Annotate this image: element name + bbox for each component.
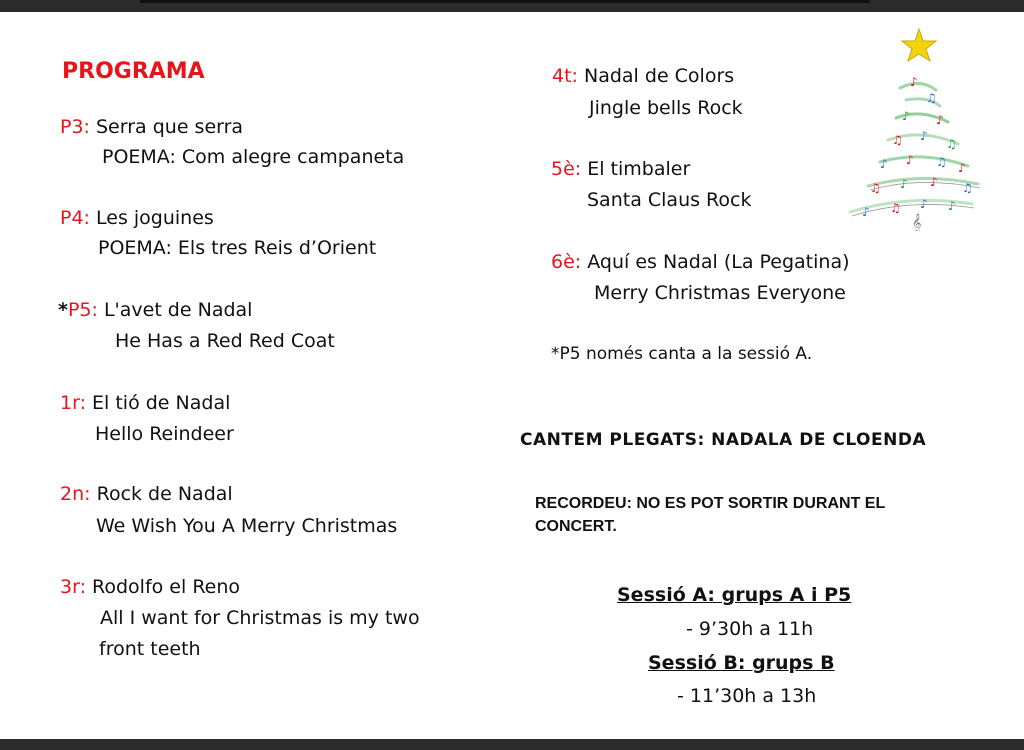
list-item	[552, 65, 734, 87]
list-item	[60, 392, 230, 414]
svg-text:♫: ♫	[946, 137, 957, 151]
svg-text:♪: ♪	[910, 75, 918, 89]
svg-text:♪: ♪	[902, 109, 910, 123]
grade-label: 4t:	[552, 65, 578, 87]
song-subtitle: Merry Christmas Everyone	[594, 282, 846, 304]
grade-label: P3:	[60, 116, 90, 138]
svg-text:♫: ♫	[926, 91, 937, 105]
svg-text:♪: ♪	[862, 205, 870, 219]
list-item	[60, 116, 243, 138]
song-title: Nadal de Colors	[584, 65, 735, 87]
svg-text:♪: ♪	[906, 153, 914, 167]
song-title: L'avet de Nadal	[103, 299, 253, 321]
svg-text:♪: ♪	[920, 197, 928, 211]
song-subtitle: POEMA: Els tres Reis d’Orient	[98, 237, 377, 259]
svg-text:♪: ♪	[936, 113, 944, 127]
song-subtitle: Santa Claus Rock	[587, 189, 752, 211]
svg-text:♫: ♫	[962, 181, 973, 195]
song-title: Aquí es Nadal (La Pegatina)	[587, 251, 850, 273]
grade-label: 2n:	[60, 483, 91, 505]
song-subtitle: POEMA: Com alegre campaneta	[102, 146, 405, 168]
song-title: Les joguines	[96, 207, 214, 229]
song-subtitle: He Has a Red Red Coat	[115, 330, 335, 352]
song-title: El tió de Nadal	[92, 392, 231, 414]
grade-label: 5è:	[551, 158, 582, 180]
list-item	[551, 158, 690, 180]
svg-text:♫: ♫	[936, 155, 947, 169]
closing-song: CANTEM PLEGATS: NADALA DE CLOENDA	[520, 430, 927, 450]
song-title: Serra que serra	[96, 116, 244, 138]
song-title: Rodolfo el Reno	[92, 576, 241, 598]
session-a-time: - 9’30h a 11h	[686, 618, 814, 640]
svg-text:♫: ♫	[892, 133, 903, 147]
song-title: El timbaler	[587, 158, 691, 180]
p5-note: *P5 només canta a la sessió A.	[551, 344, 813, 364]
song-subtitle-continued: front teeth	[99, 638, 201, 660]
session-a-title: Sessió A: grups A i P5	[617, 584, 852, 606]
song-subtitle: Hello Reindeer	[95, 423, 234, 445]
asterisk-mark: *	[58, 299, 68, 321]
program-title: PROGRAMA	[62, 59, 205, 84]
top-edge-bar	[140, 0, 870, 3]
song-subtitle: Jingle bells Rock	[589, 97, 743, 119]
svg-text:♪: ♪	[948, 199, 956, 213]
grade-label: P4:	[60, 207, 90, 229]
song-subtitle: All I want for Christmas is my two	[100, 607, 420, 629]
grade-label: 1r:	[60, 392, 86, 414]
list-item	[551, 251, 850, 273]
grade-label: 6è:	[551, 251, 582, 273]
list-item	[60, 207, 214, 229]
svg-text:♫: ♫	[890, 201, 901, 215]
christmas-tree-icon	[840, 26, 990, 231]
session-b-time: - 11’30h a 13h	[677, 685, 817, 707]
svg-text:♪: ♪	[900, 177, 908, 191]
list-item	[60, 576, 240, 598]
grade-label: 3r:	[60, 576, 86, 598]
svg-text:♪: ♪	[920, 129, 928, 143]
reminder-line-1: RECORDEU: NO ES POT SORTIR DURANT EL	[535, 495, 886, 512]
svg-text:𝄞: 𝄞	[912, 213, 922, 231]
list-item	[58, 299, 252, 321]
session-b-title: Sessió B: grups B	[648, 652, 835, 674]
svg-text:♫: ♫	[870, 181, 881, 195]
svg-text:♪: ♪	[930, 175, 938, 189]
song-subtitle: We Wish You A Merry Christmas	[96, 515, 398, 537]
song-title: Rock de Nadal	[96, 483, 233, 505]
grade-label: P5:	[67, 299, 98, 321]
svg-text:♪: ♪	[958, 161, 966, 175]
list-item	[60, 483, 233, 505]
reminder-line-2: CONCERT.	[535, 518, 617, 535]
program-page	[0, 12, 1024, 739]
svg-text:♪: ♪	[880, 157, 888, 171]
star-icon	[902, 29, 936, 61]
